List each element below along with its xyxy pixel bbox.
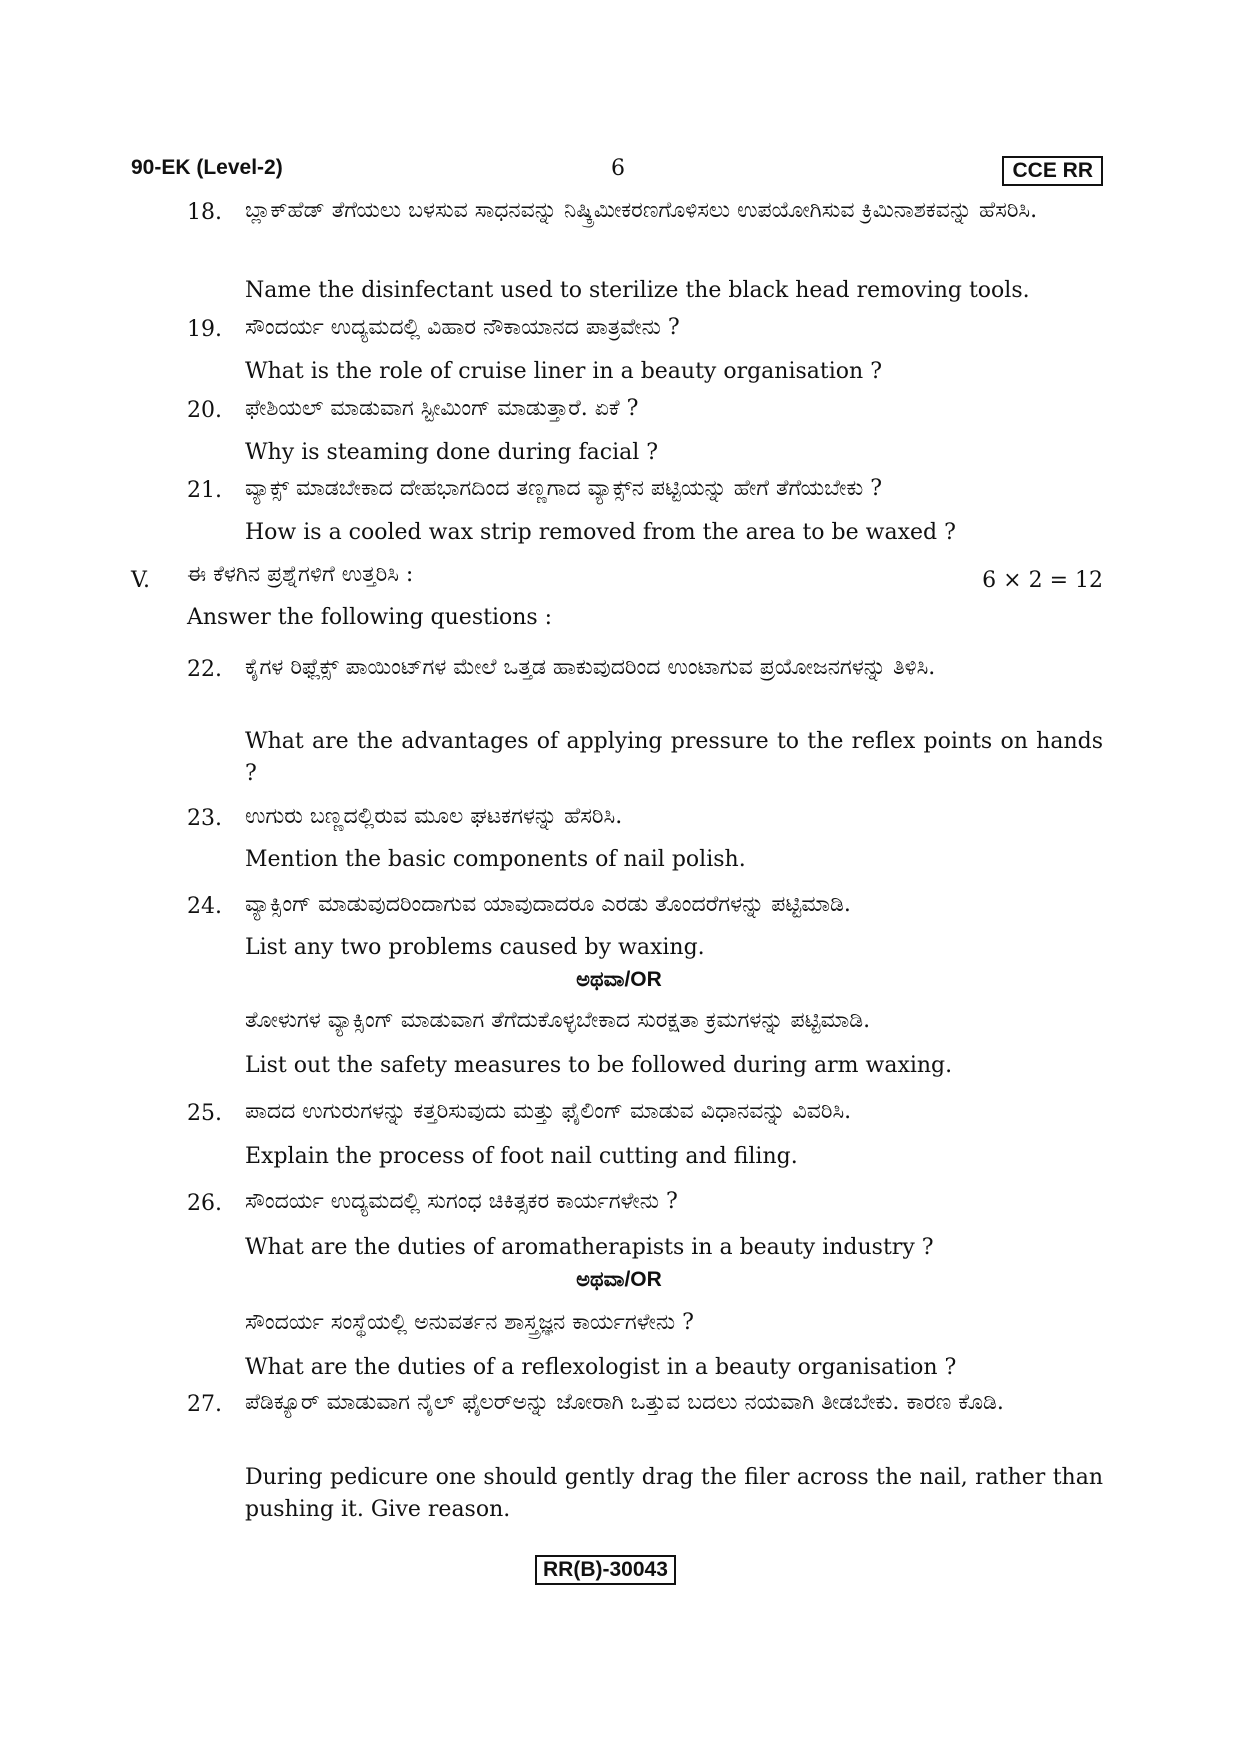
question-number: 18.: [187, 200, 222, 225]
page-number: 6: [611, 156, 625, 181]
question-number: 23.: [187, 806, 222, 831]
question-english: Explain the process of foot nail cutting and filing.: [245, 1144, 798, 1169]
question-kannada: ತೋಳುಗಳ ವ್ಯಾಕ್ಸಿಂಗ್ ಮಾಡುವಾಗ ತೆಗೆದುಕೊಳ್ಳಬೇಕಾದ ಸುರಕ್ಷತಾ ಕ್ರಮಗಳನ್ನು ಪಟ್ಟಿಮಾಡಿ.: [245, 1008, 871, 1033]
scheme-label: CCE RR: [1002, 156, 1103, 186]
section-instruction-kannada: ಈ ಕೆಳಗಿನ ಪ್ರಶ್ನೆಗಳಿಗೆ ಉತ್ತರಿಸಿ :: [187, 562, 414, 587]
question-english: What are the advantages of applying pressure to the reflex points on hands ?: [245, 729, 1103, 786]
or-divider: ಅಥವಾ/OR: [576, 1268, 662, 1291]
footer-code: RR(B)-30043: [535, 1555, 676, 1585]
question-kannada: ಸೌಂದರ್ಯ ಉದ್ಯಮದಲ್ಲಿ ಸುಗಂಧ ಚಿಕಿತ್ಸಕರ ಕಾರ್ಯಗಳೇನು ?: [245, 1189, 678, 1214]
question-number: 19.: [187, 317, 222, 342]
question-number: 24.: [187, 894, 222, 919]
page-header: [131, 156, 1103, 190]
question-kannada: ಪೆಡಿಕ್ಯೂರ್ ಮಾಡುವಾಗ ನೈಲ್ ಫೈಲರ್‌ಅನ್ನು ಜೋರಾಗಿ ಒತ್ತುವ ಬದಲು ನಯವಾಗಿ ತೀಡಬೇಕು. ಕಾರಣ ಕೊಡಿ.: [245, 1390, 1004, 1415]
section-instruction-english: Answer the following questions :: [187, 605, 553, 630]
question-english: What is the role of cruise liner in a beauty organisation ?: [245, 359, 882, 384]
question-english: List any two problems caused by waxing.: [245, 935, 705, 960]
question-english: Mention the basic components of nail polish.: [245, 847, 746, 872]
section-number: V.: [131, 568, 151, 593]
question-english: What are the duties of aromatherapists in a beauty industry ?: [245, 1235, 934, 1260]
question-english: What are the duties of a reflexologist in a beauty organisation ?: [245, 1355, 957, 1380]
question-kannada: ಬ್ಲಾಕ್‌ಹೆಡ್ ತೆಗೆಯಲು ಬಳಸುವ ಸಾಧನವನ್ನು ನಿಷ್ಕ್ರಿಮೀಕರಣಗೊಳಿಸಲು ಉಪಯೋಗಿಸುವ ಕ್ರಿಮಿನಾಶಕವನ್ನು ಹೆಸರಿಸಿ.: [245, 198, 1038, 223]
question-kannada: ಸೌಂದರ್ಯ ಉದ್ಯಮದಲ್ಲಿ ವಿಹಾರ ನೌಕಾಯಾನದ ಪಾತ್ರವೇನು ?: [245, 315, 680, 340]
question-number: 22.: [187, 657, 222, 682]
question-english: During pedicure one should gently drag the filer across the nail, rather than pushing it. Give reason.: [245, 1465, 1103, 1522]
question-number: 27.: [187, 1392, 222, 1417]
question-kannada: ಸೌಂದರ್ಯ ಸಂಸ್ಥೆಯಲ್ಲಿ ಅನುವರ್ತನ ಶಾಸ್ತ್ರಜ್ಞನ ಕಾರ್ಯಗಳೇನು ?: [245, 1310, 694, 1335]
question-english: List out the safety measures to be followed during arm waxing.: [245, 1053, 953, 1078]
question-number: 26.: [187, 1191, 222, 1216]
question-kannada: ಫೇಶಿಯಲ್ ಮಾಡುವಾಗ ಸ್ಟೀಮಿಂಗ್ ಮಾಡುತ್ತಾರೆ. ಏಕೆ ?: [245, 396, 639, 421]
question-kannada: ಉಗುರು ಬಣ್ಣದಲ್ಲಿರುವ ಮೂಲ ಘಟಕಗಳನ್ನು ಹೆಸರಿಸಿ.: [245, 804, 623, 829]
question-kannada: ವ್ಯಾಕ್ಸ್ ಮಾಡಬೇಕಾದ ದೇಹಭಾಗದಿಂದ ತಣ್ಣಗಾದ ವ್ಯಾಕ್ಸ್‌ನ ಪಟ್ಟಿಯನ್ನು ಹೇಗೆ ತೆಗೆಯಬೇಕು ?: [245, 476, 883, 501]
question-number: 25.: [187, 1101, 222, 1126]
question-kannada: ವ್ಯಾಕ್ಸಿಂಗ್ ಮಾಡುವುದರಿಂದಾಗುವ ಯಾವುದಾದರೂ ಎರಡು ತೊಂದರೆಗಳನ್ನು ಪಟ್ಟಿಮಾಡಿ.: [245, 892, 851, 917]
question-number: 20.: [187, 398, 222, 423]
question-english: Why is steaming done during facial ?: [245, 440, 659, 465]
section-marks: 6 × 2 = 12: [982, 568, 1103, 593]
question-english: How is a cooled wax strip removed from the area to be waxed ?: [245, 520, 956, 545]
question-number: 21.: [187, 478, 222, 503]
question-kannada: ಕೈಗಳ ರಿಫ್ಲೆಕ್ಸ್ ಪಾಯಿಂಟ್‌ಗಳ ಮೇಲೆ ಒತ್ತಡ ಹಾಕುವುದರಿಂದ ಉಂಟಾಗುವ ಪ್ರಯೋಜನಗಳನ್ನು ತಿಳಿಸಿ.: [245, 655, 936, 680]
or-divider: ಅಥವಾ/OR: [576, 968, 662, 991]
question-english: Name the disinfectant used to sterilize the black head removing tools.: [245, 278, 1030, 303]
question-kannada: ಪಾದದ ಉಗುರುಗಳನ್ನು ಕತ್ತರಿಸುವುದು ಮತ್ತು ಫೈಲಿಂಗ್ ಮಾಡುವ ವಿಧಾನವನ್ನು ವಿವರಿಸಿ.: [245, 1099, 852, 1124]
paper-code: 90-EK (Level-2): [131, 156, 283, 179]
